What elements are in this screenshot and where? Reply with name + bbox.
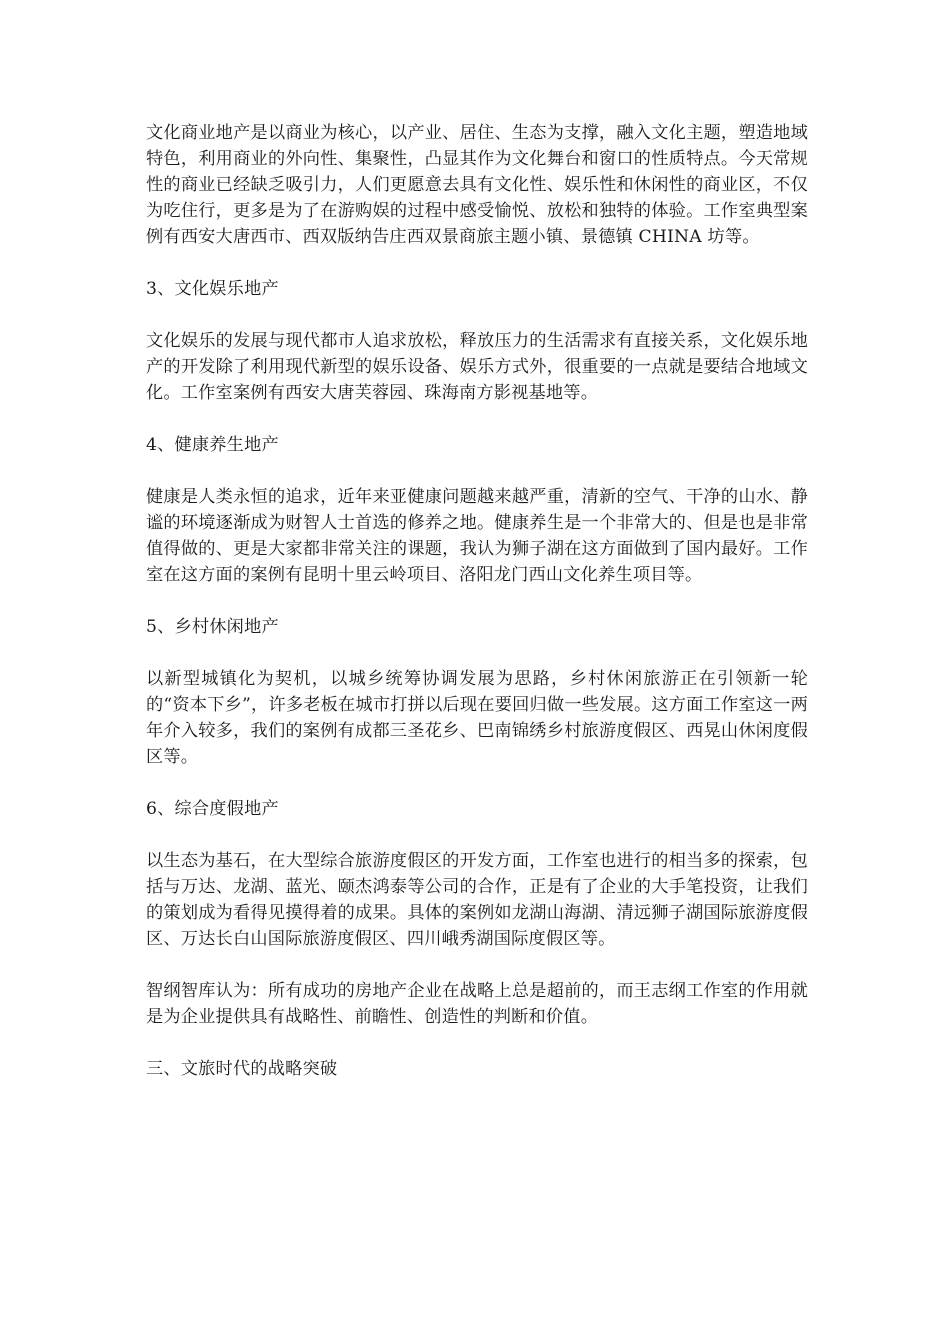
heading-health-wellness: 4、健康养生地产 xyxy=(146,435,279,455)
heading-rural-leisure: 5、乡村休闲地产 xyxy=(146,617,279,637)
paragraph-health-wellness: 健康是人类永恒的追求，近年来亚健康问题越来越严重，清新的空气、干净的山水、静谧的环境逐渐成为财智人士首选的修养之地。健康养生是一个非常大的、但是也是非常值得做的、更是大家都非常关注的课题，我认为狮子湖在这方面做到了国内最好。工作室在这方面的案例有昆明十里云岭项目、洛阳龙门西山文化养生项目等。 xyxy=(146,487,808,585)
heading-cultural-entertainment: 3、文化娱乐地产 xyxy=(146,279,279,299)
paragraph-cultural-entertainment: 文化娱乐的发展与现代都市人追求放松，释放压力的生活需求有直接关系，文化娱乐地产的开发除了利用现代新型的娱乐设备、娱乐方式外，很重要的一点就是要结合地域文化。工作室案例有西安大唐芙蓉园、珠海南方影视基地等。 xyxy=(146,331,808,403)
document-body xyxy=(146,120,808,1108)
paragraph-rural-leisure: 以新型城镇化为契机，以城乡统筹协调发展为思路，乡村休闲旅游正在引领新一轮的“资本下乡”，许多老板在城市打拼以后现在要回归做一些发展。这方面工作室这一两年介入较多，我们的案例有成都三圣花乡、巴南锦绣乡村旅游度假区、西晃山休闲度假区等。 xyxy=(146,669,808,767)
heading-strategic-breakthrough: 三、文旅时代的战略突破 xyxy=(146,1059,338,1079)
paragraph-integrated-resort: 以生态为基石，在大型综合旅游度假区的开发方面，工作室也进行的相当多的探索，包括与万达、龙湖、蓝光、颐杰鸿泰等公司的合作，正是有了企业的大手笔投资，让我们的策划成为看得见摸得着的成果。具体的案例如龙湖山海湖、清远狮子湖国际旅游度假区、万达长白山国际旅游度假区、四川峨秀湖国际度假区等。 xyxy=(146,851,808,949)
paragraph-cultural-commercial: 文化商业地产是以商业为核心，以产业、居住、生态为支撑，融入文化主题，塑造地域特色，利用商业的外向性、集聚性，凸显其作为文化舞台和窗口的性质特点。今天常规性的商业已经缺乏吸引力，人们更愿意去具有文化性、娱乐性和休闲性的商业区，不仅为吃住行，更多是为了在游购娱的过程中感受愉悦、放松和独特的体验。工作室典型案例有西安大唐西市、西双版纳告庄西双景商旅主题小镇、景德镇 CHINA 坊等。 xyxy=(146,123,808,247)
heading-integrated-resort: 6、综合度假地产 xyxy=(146,799,279,819)
paragraph-think-tank-view: 智纲智库认为：所有成功的房地产企业在战略上总是超前的，而王志纲工作室的作用就是为企业提供具有战略性、前瞻性、创造性的判断和价值。 xyxy=(146,981,808,1027)
